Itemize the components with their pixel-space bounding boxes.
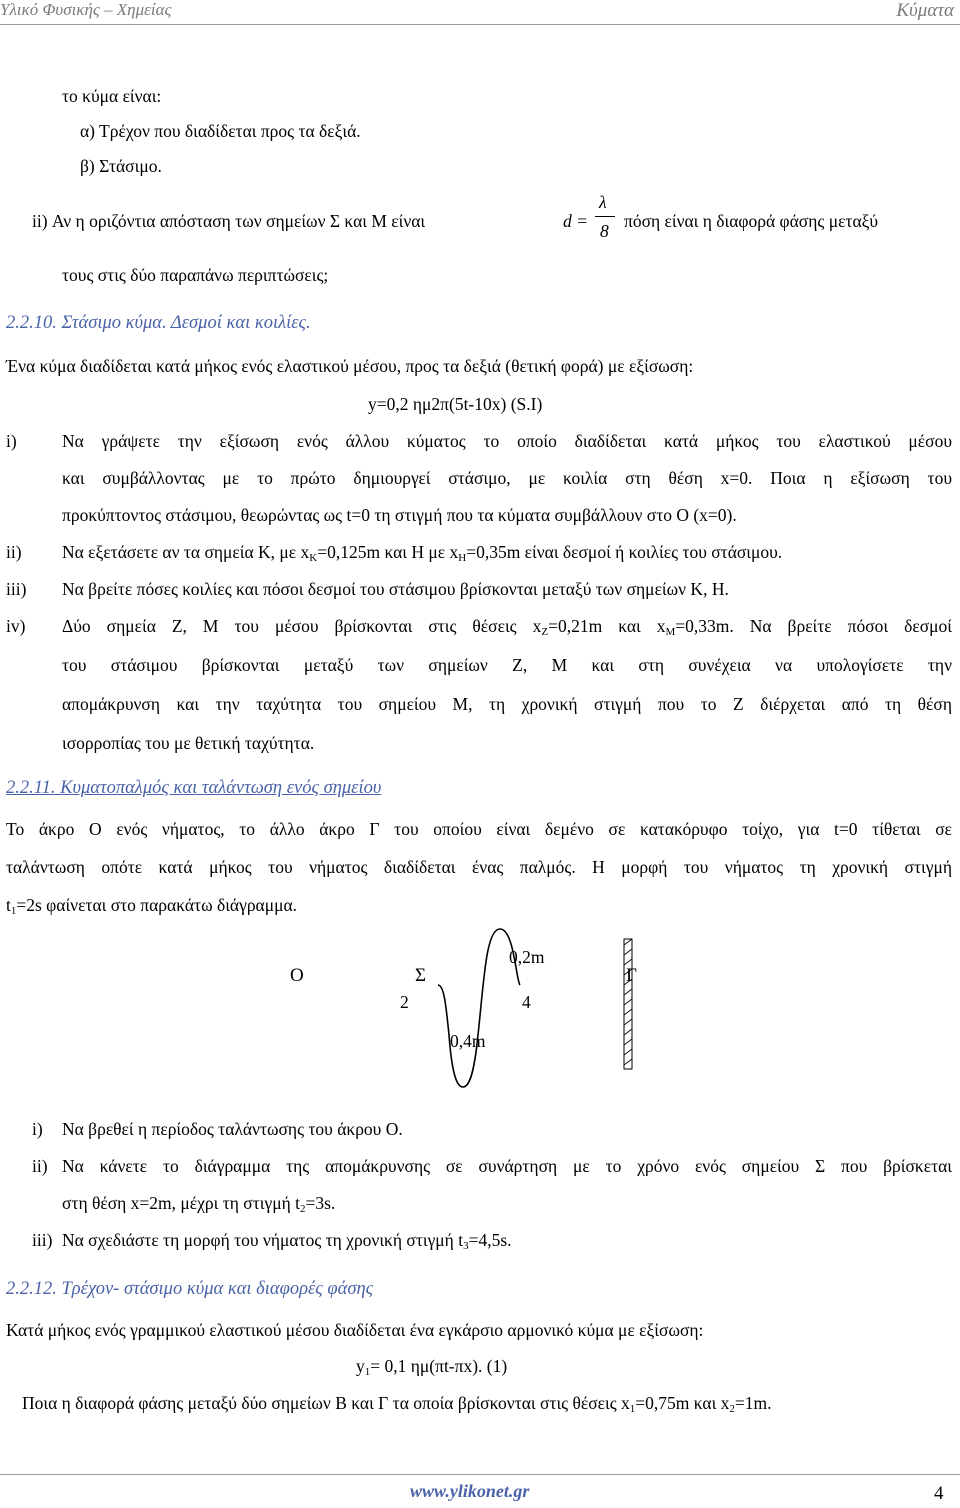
item-i-line: προκύπτοντος στάσιμου, θεωρώντας ως t=0 τη στιγμή που τα κύματα συμβάλλουν στο Ο (x=0).: [62, 505, 737, 525]
wave-equation: y=0,2 ημ2π(5t-10x) (S.I): [368, 394, 543, 414]
item-iv-line: του στάσιμου βρίσκονται μεταξύ των σημείων Ζ, Μ και στη συνέχεια να υπολογίσετε την: [62, 655, 952, 675]
question-ii-text-end: πόση είναι η διαφορά φάσης μεταξύ: [624, 211, 879, 231]
item-iv-line: ισορροπίας του με θετική ταχύτητα.: [62, 733, 315, 753]
formula-lambda: λ: [599, 192, 607, 212]
question-label: i): [32, 1119, 43, 1139]
amplitude-top-label: 0,2m: [509, 947, 545, 967]
paragraph-line: Το άκρο Ο ενός νήματος, το άλλο άκρο Γ του οποίου είναι δεμένο σε κατακόρυφο τοίχο, για t=0 τίθεται σε: [6, 819, 952, 839]
tick-label-2: 2: [400, 992, 409, 1012]
amplitude-bottom-label: 0,4m: [450, 1031, 486, 1051]
question-line: Ποια η διαφορά φάσης μεταξύ δύο σημείων Β και Γ τα οποία βρίσκονται στις θέσεις $x_1=0,75m$ και $x_2=1m$.: [22, 1393, 772, 1415]
point-g-label: Γ: [626, 965, 637, 986]
item-label: iii): [6, 579, 27, 599]
formula-d: d =: [563, 211, 588, 231]
pulse-diagram: [280, 925, 700, 1095]
item-iv-line: απομάκρυνση και την ταχύτητα του σημείου Μ, τη χρονική στιγμή που το Ζ διέρχεται από τη θέση: [62, 694, 952, 714]
item-i-line: Να γράψετε την εξίσωση ενός άλλου κύματος το οποίο διαδίδεται κατά μήκος του ελαστικού μέσου: [62, 431, 952, 451]
question-ii-text: ii) Αν η οριζόντια απόσταση των σημείων Σ και Μ είναι: [32, 211, 426, 231]
pulse-wave-curve: [438, 929, 520, 1087]
section-title-2-2-11: 2.2.11. Κυματοπαλμός και ταλάντωση ενός σημείου: [6, 778, 382, 798]
question-iii: Να σχεδιάστε τη μορφή του νήματος τη χρονική στιγμή $t_3=4,5s$.: [62, 1230, 512, 1252]
header-divider: [0, 24, 960, 25]
question-ii-continuation: τους στις δύο παραπάνω περιπτώσεις;: [62, 265, 329, 285]
fraction-bar: [595, 216, 615, 217]
question-label: iii): [32, 1230, 53, 1250]
option-b: β) Στάσιμο.: [80, 156, 162, 176]
question-ii-line: στη θέση x=2m, μέχρι τη στιγμή $t_2=3s$.: [62, 1193, 336, 1215]
item-ii-line: Να εξετάσετε αν τα σημεία Κ, με $x_K=0,125m$ και Η με $x_H=0,35m$ είναι δεσμοί ή κοιλίες του στάσιμου.: [62, 542, 783, 564]
question-label: ii): [32, 1156, 48, 1176]
option-a: α) Τρέχον που διαδίδεται προς τα δεξιά.: [80, 121, 361, 141]
item-label: ii): [6, 542, 22, 562]
item-i-line: και συμβάλλοντας με το πρώτο δημιουργεί στάσιμο, με κοιλία στη θέση x=0. Ποια η εξίσωση του: [62, 468, 952, 488]
footer-url-link[interactable]: www.ylikonet.gr: [410, 1481, 530, 1501]
paragraph-line: ταλάντωση οπότε κατά μήκος του νήματος διαδίδεται ένας παλμός. Η μορφή του νήματος τη χρονική στιγμή: [6, 857, 952, 877]
point-s-label: Σ: [415, 965, 427, 986]
formula-eight: 8: [600, 221, 609, 241]
point-o-label: Ο: [290, 965, 304, 986]
item-label: i): [6, 431, 17, 451]
question-i: Να βρεθεί η περίοδος ταλάντωσης του άκρου Ο.: [62, 1119, 403, 1139]
paragraph-line: $t_1=2s$ φαίνεται στο παρακάτω διάγραμμα.: [6, 895, 298, 917]
section-intro: Κατά μήκος ενός γραμμικού ελαστικού μέσου διαδίδεται ένα εγκάρσιο αρμονικό κύμα με εξίσωση:: [6, 1320, 704, 1340]
item-iv-line: Δύο σημεία Ζ, Μ του μέσου βρίσκονται στις θέσεις $x_Z=0,21m$ και $x_M=0,33m$. Να βρείτε πόσοι δεσμοί: [62, 616, 952, 638]
wave-equation: $y_1= 0,1$ ημ(πt-πx). (1): [356, 1356, 508, 1378]
header-chapter: Κύματα: [896, 0, 954, 21]
page-number: 4: [934, 1483, 944, 1504]
section-title-2-2-12: 2.2.12. Τρέχον- στάσιμο κύμα και διαφορές φάσης: [6, 1279, 374, 1299]
pulse-figure: [280, 925, 700, 1095]
question-ii-line: Να κάνετε το διάγραμμα της απομάκρυνσης σε συνάρτηση με το χρόνο ενός σημείου Σ που βρίσκεται: [62, 1156, 952, 1176]
section-title-2-2-10: 2.2.10. Στάσιμο κύμα. Δεσμοί και κοιλίες.: [6, 313, 311, 333]
section-intro: Ένα κύμα διαδίδεται κατά μήκος ενός ελαστικού μέσου, προς τα δεξιά (θετική φορά) με εξίσωση:: [6, 356, 694, 376]
footer-divider: [0, 1474, 960, 1475]
tick-label-4: 4: [522, 992, 531, 1012]
item-label: iv): [6, 616, 26, 636]
item-iii-line: Να βρείτε πόσες κοιλίες και πόσοι δεσμοί του στάσιμου βρίσκονται μεταξύ των σημείων Κ, Η.: [62, 579, 729, 599]
continuation-intro: το κύμα είναι:: [62, 86, 162, 106]
header-subject: Υλικό Φυσικής – Χημείας: [0, 0, 172, 19]
